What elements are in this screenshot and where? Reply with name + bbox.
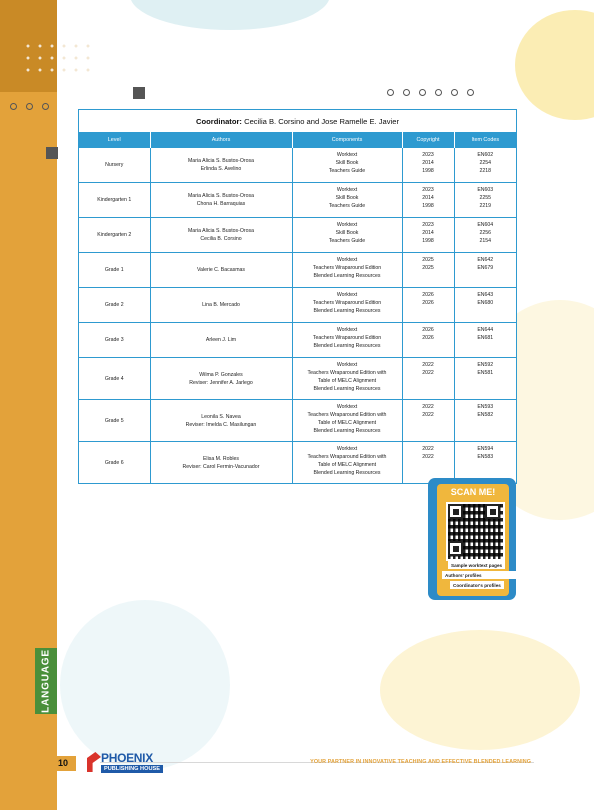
codes-line: EN583 [477, 454, 494, 460]
cell-authors [150, 253, 292, 288]
authors-line: Maria Alicia S. Bustos-Orosa [187, 193, 255, 199]
cell-authors [150, 323, 292, 358]
copyright-line: 2022 [422, 446, 434, 452]
table-row [79, 442, 516, 484]
table-row [79, 358, 516, 400]
codes-line: EN679 [477, 265, 494, 271]
qr-corner [448, 541, 463, 556]
cell-level: Grade 6 [79, 442, 150, 484]
cell-codes [454, 442, 516, 484]
components-line: Worktext [336, 446, 358, 452]
components-line: Blended Learning Resources [313, 386, 381, 392]
copyright-line: 1998 [422, 168, 434, 174]
table-row [79, 323, 516, 358]
cell-authors [150, 183, 292, 218]
cell-authors [150, 288, 292, 323]
components-line: Teachers Wraparound Edition with [307, 370, 387, 376]
components-line: Blended Learning Resources [313, 470, 381, 476]
copyright-line: 2014 [422, 195, 434, 201]
codes-line: EN604 [477, 222, 494, 228]
authors-line: Maria Alicia S. Bustos-Orosa [187, 228, 255, 234]
components-line: Worktext [336, 222, 358, 228]
ring-icon [42, 103, 49, 110]
dot-grid-decoration [22, 40, 92, 80]
components-line: Table of MELC Alignment [317, 378, 377, 384]
components-line: Worktext [336, 362, 358, 368]
codes-line: EN644 [477, 327, 494, 333]
table-row [79, 148, 516, 183]
copyright-line: 2023 [422, 222, 434, 228]
components-line: Blended Learning Resources [313, 308, 381, 314]
header-authors: Authors [150, 132, 292, 148]
cell-components [292, 253, 402, 288]
components-line: Worktext [336, 187, 358, 193]
table-row [79, 218, 516, 253]
copyright-line: 2026 [422, 327, 434, 333]
cell-codes [454, 183, 516, 218]
header-level: Level [79, 132, 150, 148]
copyright-line: 2026 [422, 292, 434, 298]
decor-blob-bottom-left [60, 600, 230, 770]
copyright-line: 2022 [422, 404, 434, 410]
codes-line: EN642 [477, 257, 494, 263]
cell-components [292, 400, 402, 442]
table-row [79, 288, 516, 323]
table-row [79, 400, 516, 442]
codes-line: 2256 [479, 230, 492, 236]
cell-codes [454, 288, 516, 323]
product-table [78, 109, 517, 484]
components-line: Skill Book [335, 160, 359, 166]
cell-components [292, 323, 402, 358]
cell-authors [150, 218, 292, 253]
authors-line: Leonila S. Navea [201, 413, 241, 420]
cell-components [292, 148, 402, 183]
cell-level: Kindergarten 1 [79, 183, 150, 218]
codes-line: EN643 [477, 292, 494, 298]
copyright-line: 2026 [422, 335, 434, 341]
components-line: Worktext [336, 292, 358, 298]
cell-authors [150, 442, 292, 484]
cell-authors [150, 148, 292, 183]
cell-level: Nursery [79, 148, 150, 183]
codes-line: EN602 [477, 152, 494, 158]
cell-copyright [402, 442, 454, 484]
components-line: Blended Learning Resources [313, 273, 381, 279]
components-line: Worktext [336, 257, 358, 263]
cell-copyright [402, 400, 454, 442]
copyright-line: 2025 [422, 265, 434, 271]
cell-components [292, 442, 402, 484]
codes-line: EN593 [477, 404, 494, 410]
language-tab-label: LANGUAGE [40, 649, 52, 713]
components-line: Table of MELC Alignment [317, 420, 377, 426]
copyright-line: 2022 [422, 454, 434, 460]
codes-line: EN594 [477, 446, 494, 452]
components-line: Blended Learning Resources [313, 343, 381, 349]
authors-line: Wilma P. Gonzales [199, 371, 243, 378]
copyright-line: 2022 [422, 370, 434, 376]
components-line: Skill Book [335, 230, 359, 236]
ring-icon [10, 103, 17, 110]
table-row [79, 183, 516, 218]
header-item-codes: Item Codes [454, 132, 516, 148]
components-line: Teachers Wraparound Edition [312, 265, 382, 271]
cell-components [292, 358, 402, 400]
codes-line: 2218 [479, 168, 492, 174]
copyright-line: 1998 [422, 238, 434, 244]
header-copyright: Copyright [402, 132, 454, 148]
copyright-line: 1998 [422, 203, 434, 209]
cell-codes [454, 253, 516, 288]
square-decoration [133, 87, 145, 99]
components-line: Teachers Wraparound Edition [312, 300, 382, 306]
codes-line: 2154 [479, 238, 492, 244]
ring-row-top [387, 89, 474, 96]
decor-blob-top [130, 0, 330, 30]
cell-codes [454, 358, 516, 400]
scan-label-coordinators: Coordinator's profiles [450, 581, 504, 589]
cell-authors [150, 400, 292, 442]
copyright-line: 2025 [422, 257, 434, 263]
ring-row-left [10, 103, 49, 110]
codes-line: 2219 [479, 203, 492, 209]
ring-icon [467, 89, 474, 96]
codes-line: EN603 [477, 187, 494, 193]
codes-line: EN582 [477, 412, 494, 418]
cell-level: Grade 2 [79, 288, 150, 323]
cell-authors [150, 358, 292, 400]
authors-line: Elisa M. Robles [202, 455, 240, 462]
cell-copyright [402, 148, 454, 183]
table-row [79, 253, 516, 288]
codes-line: EN581 [477, 370, 494, 376]
scan-me-title: SCAN ME! [450, 487, 496, 497]
copyright-line: 2014 [422, 230, 434, 236]
cell-copyright [402, 218, 454, 253]
authors-line: Reviser: Jennifer A. Jarlego [189, 379, 253, 386]
copyright-line: 2014 [422, 160, 434, 166]
table-header-row [79, 132, 516, 148]
coordinator-line [79, 110, 516, 132]
authors-line: Chona H. Barraquias [196, 201, 246, 207]
ring-icon [435, 89, 442, 96]
copyright-line: 2023 [422, 152, 434, 158]
cell-components [292, 218, 402, 253]
qr-corner [448, 504, 463, 519]
cell-codes [454, 148, 516, 183]
components-line: Teachers Wraparound Edition with [307, 454, 387, 460]
authors-line: Reviser: Imelda C. Masilungan [185, 421, 257, 428]
components-line: Teachers Wraparound Edition with [307, 412, 387, 418]
copyright-line: 2022 [422, 412, 434, 418]
cell-copyright [402, 288, 454, 323]
authors-line: Maria Alicia S. Bustos-Orosa [187, 158, 255, 164]
logo-subtitle: PUBLISHING HOUSE [101, 765, 163, 773]
components-line: Table of MELC Alignment [317, 462, 377, 468]
copyright-line: 2023 [422, 187, 434, 193]
cell-codes [454, 218, 516, 253]
cell-components [292, 288, 402, 323]
authors-line: Reviser: Carol Fermin-Vacunador [182, 463, 260, 470]
components-line: Teachers Guide [328, 203, 366, 209]
coordinator-label: Coordinator: [195, 117, 242, 126]
ring-icon [419, 89, 426, 96]
components-line: Blended Learning Resources [313, 428, 381, 434]
cell-copyright [402, 358, 454, 400]
cell-copyright [402, 183, 454, 218]
scan-label-authors: Authors' profiles [442, 571, 518, 579]
components-line: Worktext [336, 404, 358, 410]
header-components: Components [292, 132, 402, 148]
authors-line: Arleen J. Lim [205, 337, 237, 343]
decor-blob-bottom [380, 630, 580, 750]
codes-line: EN592 [477, 362, 494, 368]
codes-line: 2254 [479, 160, 492, 166]
cell-copyright [402, 253, 454, 288]
components-line: Worktext [336, 152, 358, 158]
cell-components [292, 183, 402, 218]
cell-level: Grade 3 [79, 323, 150, 358]
components-line: Teachers Guide [328, 168, 366, 174]
footer-tagline: YOUR PARTNER IN INNOVATIVE TEACHING AND EFFECTIVE BLENDED LEARNING [310, 759, 531, 765]
authors-line: Lina B. Mercado [202, 302, 240, 308]
square-decoration [46, 147, 58, 159]
components-line: Teachers Guide [328, 238, 366, 244]
components-line: Teachers Wraparound Edition [312, 335, 382, 341]
coordinator-names: Cecilia B. Corsino and Jose Ramelle E. Javier [244, 117, 399, 126]
codes-line: 2255 [479, 195, 492, 201]
cell-copyright [402, 323, 454, 358]
cell-level: Grade 1 [79, 253, 150, 288]
components-line: Skill Book [335, 195, 359, 201]
authors-line: Erlinda S. Avelino [200, 166, 242, 172]
components-line: Worktext [336, 327, 358, 333]
logo-name: PHOENIX [101, 751, 153, 765]
decor-blob-top-right [515, 10, 594, 120]
authors-line: Cecilia B. Corsino [200, 236, 242, 242]
cell-codes [454, 323, 516, 358]
codes-line: EN681 [477, 335, 494, 341]
ring-icon [387, 89, 394, 96]
qr-corner [485, 504, 500, 519]
cell-codes [454, 400, 516, 442]
ring-icon [26, 103, 33, 110]
authors-line: Valerie C. Bacasmas [196, 267, 246, 273]
cell-level: Grade 4 [79, 358, 150, 400]
cell-level: Kindergarten 2 [79, 218, 150, 253]
ring-icon [403, 89, 410, 96]
ring-icon [451, 89, 458, 96]
copyright-line: 2022 [422, 362, 434, 368]
copyright-line: 2026 [422, 300, 434, 306]
codes-line: EN680 [477, 300, 494, 306]
page-number: 10 [50, 756, 76, 771]
scan-label-sample-pages: Sample worktext pages [448, 561, 505, 569]
cell-level: Grade 5 [79, 400, 150, 442]
